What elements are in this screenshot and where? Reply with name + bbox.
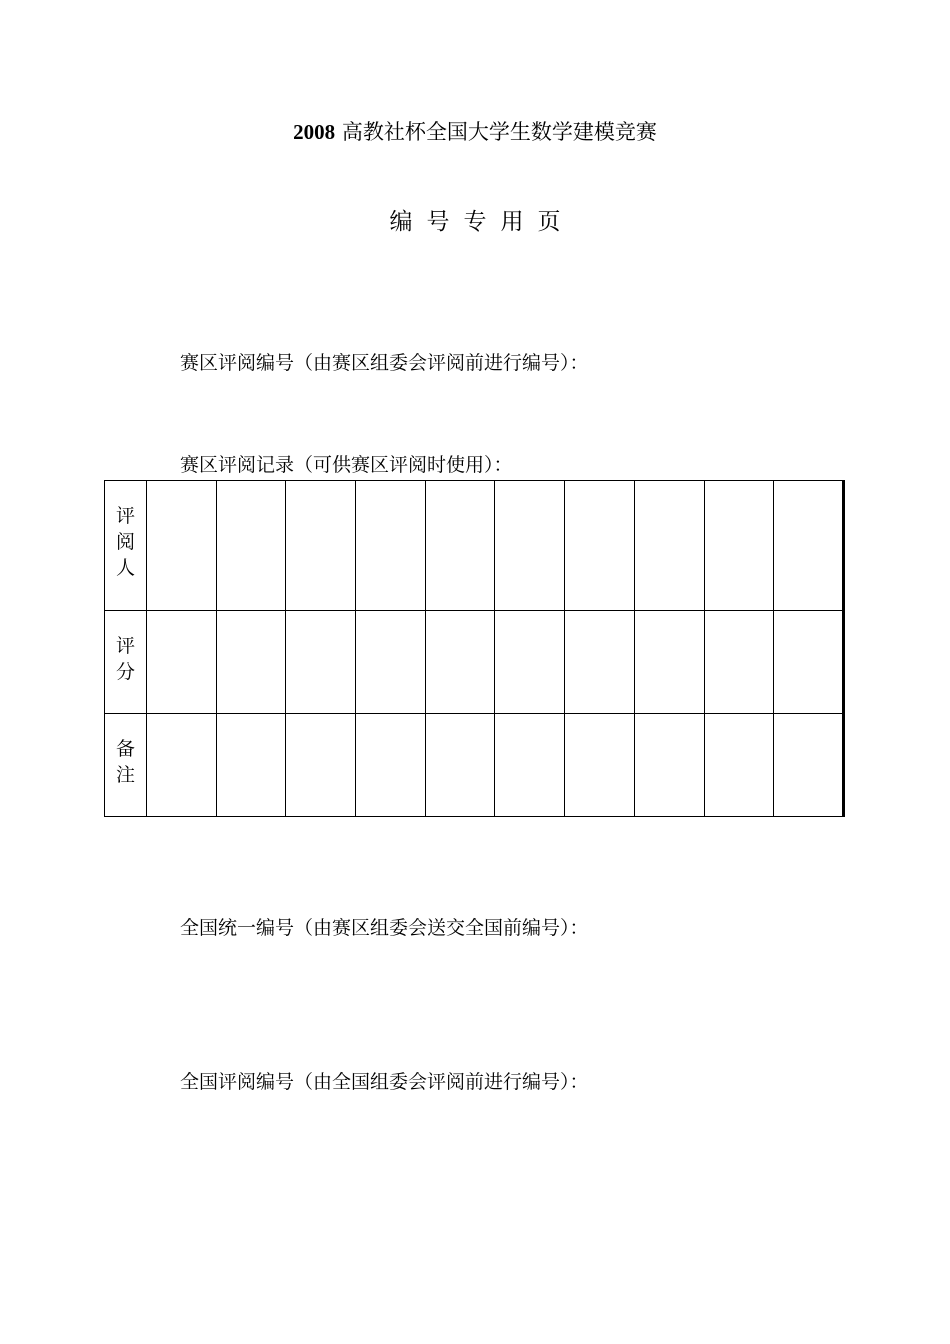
blank-cell <box>495 714 565 817</box>
blank-cell <box>216 481 286 611</box>
blank-cell <box>147 611 217 714</box>
blank-cell <box>634 714 704 817</box>
blank-cell <box>425 714 495 817</box>
blank-cell <box>704 714 774 817</box>
table-row-reviewer <box>105 481 844 611</box>
national-review-number-label: 全国评阅编号（由全国组委会评阅前进行编号）： <box>180 1071 589 1093</box>
title-text: 高教社杯全国大学生数学建模竞赛 <box>341 120 657 144</box>
regional-review-record-label: 赛区评阅记录（可供赛区评阅时使用）： <box>180 454 513 476</box>
blank-cell <box>565 714 635 817</box>
blank-cell <box>634 611 704 714</box>
row-header-char: 人 <box>115 557 135 579</box>
row-header-score <box>105 611 147 714</box>
blank-cell <box>774 611 844 714</box>
review-record-table <box>104 480 845 817</box>
blank-cell <box>286 481 356 611</box>
blank-cell <box>425 611 495 714</box>
row-header-char: 备 <box>115 738 135 760</box>
blank-cell <box>704 481 774 611</box>
blank-cell <box>495 611 565 714</box>
blank-cell <box>774 481 844 611</box>
blank-cell <box>356 714 426 817</box>
table-row-remarks <box>105 714 844 817</box>
page-subtitle: 编号专用页 <box>389 209 575 235</box>
blank-cell <box>147 481 217 611</box>
blank-cell <box>565 481 635 611</box>
title-year: 2008 <box>293 120 336 144</box>
regional-review-number-label: 赛区评阅编号（由赛区组委会评阅前进行编号）： <box>180 352 589 374</box>
blank-cell <box>286 714 356 817</box>
blank-cell <box>147 714 217 817</box>
blank-cell <box>634 481 704 611</box>
blank-cell <box>425 481 495 611</box>
blank-cell <box>704 611 774 714</box>
blank-cell <box>356 611 426 714</box>
row-header-char: 注 <box>115 764 135 786</box>
row-header-char: 评 <box>115 635 135 657</box>
row-header-char: 评 <box>115 505 135 527</box>
page-title <box>0 118 950 146</box>
blank-cell <box>216 714 286 817</box>
row-header-char: 阅 <box>115 531 135 553</box>
blank-cell <box>495 481 565 611</box>
blank-cell <box>286 611 356 714</box>
row-header-char: 分 <box>115 661 135 683</box>
table-row-score <box>105 611 844 714</box>
blank-cell <box>774 714 844 817</box>
blank-cell <box>565 611 635 714</box>
row-header-remarks <box>105 714 147 817</box>
national-unified-number-label: 全国统一编号（由赛区组委会送交全国前编号）： <box>180 917 589 939</box>
blank-cell <box>216 611 286 714</box>
blank-cell <box>356 481 426 611</box>
row-header-reviewer <box>105 481 147 611</box>
